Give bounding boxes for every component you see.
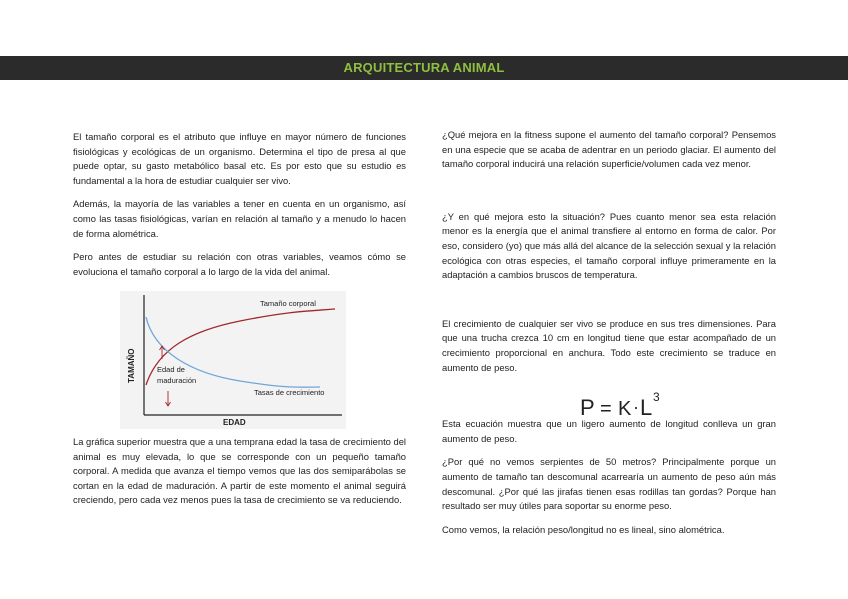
figure-background	[120, 291, 346, 429]
page-title: ARQUITECTURA ANIMAL	[343, 60, 505, 75]
maturation-label-1: Edad de	[157, 365, 185, 374]
formula-k: K	[618, 398, 632, 420]
maturation-label-2: maduración	[157, 376, 197, 385]
formula-exponent: 3	[653, 390, 660, 404]
formula-p: P	[580, 395, 595, 420]
growth-figure	[120, 291, 346, 429]
paragraph: Esta ecuación muestra que un ligero aumento de longitud conlleva un gran aumento de peso.	[442, 418, 776, 444]
paragraph: Pero antes de estudiar su relación con otras variables, veamos cómo se evoluciona el tamaño corporal a lo largo de la vida del animal.	[73, 251, 406, 277]
weight-length-formula	[578, 387, 668, 423]
formula-dot: ·	[633, 397, 639, 417]
header-bar	[0, 56, 848, 80]
paragraph: Como vemos, la relación peso/longitud no es lineal, sino alométrica.	[442, 523, 725, 535]
growth-rate-label: Tasas de crecimiento	[254, 388, 325, 397]
paragraph: ¿Por qué no vemos serpientes de 50 metros? Principalmente porque un aumento de tamaño tan descomunal acarrearía un aumento de peso aún más descomunal. ¿Por qué las jirafas tienen esas rodillas tan gordas? Porque han resultado ser muy útiles para soportar su enorme peso.	[442, 456, 776, 512]
formula-equals: =	[600, 398, 612, 420]
growth-figure-svg	[120, 291, 346, 429]
paragraph: El crecimiento de cualquier ser vivo se produce en sus tres dimensiones. Para que una trucha crezca 10 cm en longitud tiene que estar acompañado de un crecimiento proporcional en anchura. Todo este crecimiento se traduce en aumento de peso.	[442, 317, 776, 373]
body-size-label: Tamaño corporal	[260, 299, 316, 308]
formula-svg	[578, 387, 668, 423]
left-column	[73, 130, 406, 288]
y-axis-label: TAMAÑO	[127, 348, 136, 383]
figure-explanation: La gráfica superior muestra que a una temprana edad la tasa de crecimiento del animal es muy elevada, lo que se corresponde con un pequeño tamaño corporal. A medida que avanza el tiempo vemos que las dos semiparábolas se cortan en la edad de maduración. A partir de este momento el animal seguirá creciendo, pero cada vez menos pues la tasa de crecimiento se va reduciendo.	[73, 436, 407, 506]
formula-l: L	[640, 395, 653, 420]
paragraph: Además, la mayoría de las variables a tener en cuenta en un organismo, así como las tasas fisiológicas, varían en relación al tamaño y a menudo lo hacen de forma alométrica.	[73, 198, 406, 239]
paragraph: El tamaño corporal es el atributo que influye en mayor número de funciones fisiológicas y ecológicas de un organismo. Determina el tipo de presa al que puede optar, su gasto metabólico basal etc. Es por esto que su estudio es fundamental a la hora de estudiar cualquier ser vivo.	[73, 131, 406, 186]
paragraph: ¿Qué mejora en la fitness supone el aumento del tamaño corporal? Pensemos en una especie que se acaba de adentrar en un periodo glaciar. El aumento del tamaño corporal inducirá una relación superficie/volumen cada vez menor.	[442, 129, 776, 170]
paragraph: ¿Y en qué mejora esto la situación? Pues cuanto menor sea esta relación menor es la energía que el animal transfiere al entorno en forma de calor. Por eso, considero (yo) que más allá del alcance de la selección sexual y la relación ecológica con otras especies, el tamaño corporal influye primeramente en la adaptación a cambios bruscos de temperatura.	[442, 210, 776, 281]
x-axis-label: EDAD	[223, 418, 246, 427]
right-column	[442, 128, 776, 546]
